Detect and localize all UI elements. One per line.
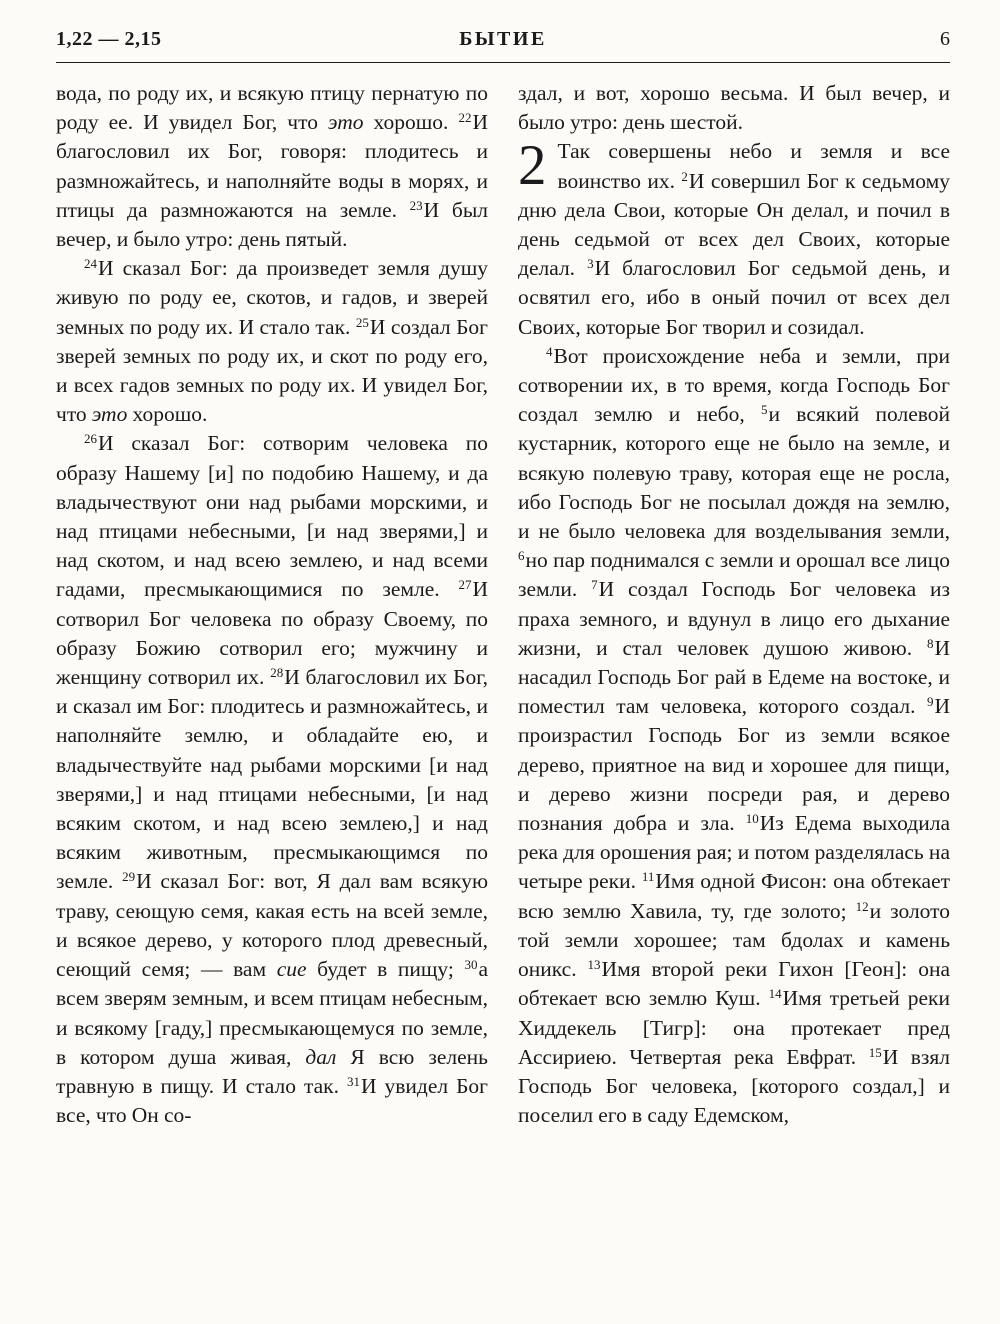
verse-number: 25 [355, 314, 369, 330]
chapter-number-dropcap: 2 [518, 134, 547, 198]
verse-number: 30 [464, 957, 478, 973]
verse-number: 12 [855, 898, 869, 914]
left-column [56, 79, 488, 1130]
verse-number: 15 [868, 1044, 882, 1060]
verse-number: 14 [768, 986, 782, 1002]
verse-number: 3 [587, 256, 594, 272]
verse-number: 31 [346, 1073, 360, 1089]
verse-number: 2 [681, 168, 688, 184]
right-column [518, 79, 950, 1130]
book-title: БЫТИЕ [459, 28, 547, 50]
verse-range: 1,22 — 2,15 [56, 28, 162, 50]
verse-number: 11 [641, 869, 655, 885]
verse-number: 6 [518, 548, 525, 564]
text-columns [56, 79, 950, 1130]
chapter-paragraph: 2 Так совершены небо и земля и все воинство их. $^2$И совершил Бог к седьмому дню дела Свои, которые Он делал, и почил в день седьмой от всех дел Своих, которые делал. $^3$И благословил Бог седьмой день, и освятил его, ибо в оный почил от всех дел Своих, которые Бог творил и созидал. [518, 134, 951, 339]
verse-number: 13 [587, 957, 601, 973]
emphasized-word: дал [305, 1044, 337, 1069]
verse-number: 8 [926, 635, 934, 651]
verse-number: 5 [761, 402, 768, 418]
verse-number: 29 [122, 869, 136, 885]
verse-number: 23 [409, 197, 423, 213]
header-rule [56, 62, 950, 63]
emphasized-word: сие [276, 957, 307, 982]
paragraph: $^{24}$И сказал Бог: да произведет земля душу живую по роду ее, скотов, и гадов, и зверей земных по роду их. И стало так. $^{25}$И создал Бог зверей земных по роду их, и скот по роду его, и всех гадов земных по роду их. И увидел Бог, что это хорошо. [56, 256, 489, 427]
page-number: 6 [940, 28, 950, 50]
verse-number: 9 [926, 694, 934, 710]
verse-number: 10 [745, 811, 759, 827]
verse-number: 22 [458, 110, 472, 126]
paragraph: вода, по роду их, и всякую птицу пернатую по роду ее. И увидел Бог, что это хорошо. $^{22}$И благословил их Бог, говоря: плодитесь и размножайтесь, и наполняйте воды в морях, и птицы да размножаются на земле. $^{23}$И был вечер, и было утро: день пятый. [56, 81, 488, 252]
verse-number: 4 [546, 343, 553, 359]
page-header [56, 28, 950, 56]
paragraph: $^4$Вот происхождение неба и земли, при сотворении их, в то время, когда Господь Бог создал землю и небо, $^5$и всякий полевой кустарник, которого еще не было на земле, и всякую полевую траву, которая еще не росла, ибо Господь Бог не посылал дождя на землю, и не было человека для возделывания земли, $^6$но пар поднимался с земли и орошал все лицо земли. $^7$И создал Господь Бог человека из праха земного, и вдунул в лицо его дыхание жизни, и стал человек душою живою. $^8$И насадил Господь Бог рай в Едеме на востоке, и поместил там человека, которого создал. $^9$И произрастил Господь Бог из земли всякое дерево, приятное на вид и хорошее для пищи, и дерево жизни посреди рая, и дерево познания добра и зла. $^{10}$Из Едема выходила река для орошения рая; и потом разделялась на четыре реки. $^{11}$Имя одной Фисон: она обтекает всю землю Хавила, ту, где золото; $^{12}$и золото той земли хорошее; там бдолах и камень оникс. $^{13}$Имя второй реки Гихон [Геон]: она обтекает всю землю Куш. $^{14}$Имя третьей реки Хиддекель [Тигр]: она протекает пред Ассириею. Четвертая река Евфрат. $^{15}$И взял Господь Бог человека, [которого создал,] и поселил его в саду Едемском, [518, 343, 951, 1128]
verse-number: 27 [458, 577, 472, 593]
emphasized-word: это [328, 110, 364, 135]
verse-number: 26 [84, 431, 97, 447]
verse-number: 28 [270, 665, 284, 681]
paragraph: здал, и вот, хорошо весьма. И был вечер, и было утро: день шестой. [518, 81, 950, 135]
verse-number: 24 [84, 256, 97, 272]
paragraph: $^{26}$И сказал Бог: сотворим человека по образу Нашему [и] по подобию Нашему, и да владычествуют они над рыбами морскими, и над птицами небесными, [и над зверями,] и над скотом, и над всею землею, и над всеми гадами, пресмыкающимися по земле. $^{27}$И сотворил Бог человека по образу Своему, по образу Божию сотворил его; мужчину и женщину сотворил их. $^{28}$И благословил их Бог, и сказал им Бог: плодитесь и размножайтесь, и наполняйте землю, и обладайте ею, и владычествуйте над рыбами морскими [и над зверями,] и над птицами небесными, [и над всяким скотом, и над всею землею,] и над всяким животным, пресмыкающимся по земле. $^{29}$И сказал Бог: вот, Я дал вам всякую траву, сеющую семя, какая есть на всей земле, и всякое дерево, у которого плод древесный, сеющий семя; — вам сие будет в пищу; $^{30}$а всем зверям земным, и всем птицам небесным, и всякому [гаду,] пресмыкающемуся по земле, в котором душа живая, дал Я всю зелень травную в пищу. И стало так. $^{31}$И увидел Бог все, что Он со- [56, 431, 489, 1128]
verse-number: 7 [591, 577, 598, 593]
emphasized-word: это [91, 402, 128, 427]
